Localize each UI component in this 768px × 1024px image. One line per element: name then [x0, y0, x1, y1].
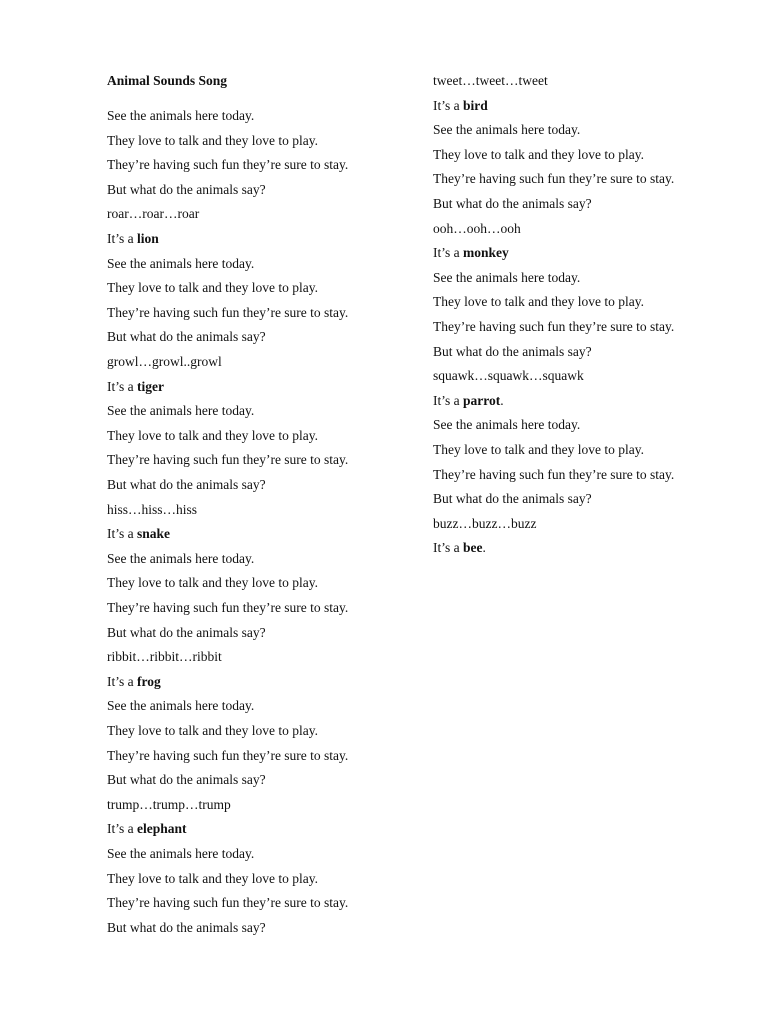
lyric-line [433, 169, 674, 189]
lyric-text: They love to talk and they love to play. [433, 146, 644, 162]
lyric-line [433, 415, 580, 435]
lyric-line [107, 229, 159, 249]
lyric-text: It’s a [433, 245, 463, 261]
lyric-line [433, 145, 644, 165]
lyric-line [107, 770, 266, 790]
lyric-line [433, 538, 486, 558]
lyric-line [433, 391, 504, 411]
lyric-line [107, 819, 187, 839]
lyric-text: But what do the animals say? [433, 491, 592, 507]
lyric-line [107, 155, 348, 175]
lyric-line [433, 219, 521, 239]
lyric-text: But what do the animals say? [107, 477, 266, 492]
lyric-text: They’re having such fun they’re sure to stay. [107, 747, 349, 763]
lyric-line [433, 440, 644, 460]
lyric-line [107, 180, 266, 200]
lyric-line [107, 106, 254, 126]
lyric-text: See the animals here today. [107, 846, 255, 861]
lyric-line [107, 696, 254, 716]
lyric-text: But what do the animals say? [107, 329, 266, 345]
lyric-text: They love to talk and they love to play. [107, 575, 318, 591]
lyric-text: It’s a [107, 673, 137, 689]
lyric-text: See the animals here today. [107, 698, 255, 714]
lyric-line [433, 120, 580, 140]
lyric-line [433, 465, 674, 485]
lyric-text: They’re having such fun they’re sure to stay. [433, 466, 675, 482]
lyric-line [107, 623, 266, 643]
lyric-line [107, 475, 266, 495]
lyric-line [433, 366, 584, 386]
lyric-line [107, 721, 318, 741]
lyric-line [107, 377, 164, 397]
lyric-line [107, 401, 254, 421]
animal-name: snake [137, 526, 171, 542]
animal-name: tiger [137, 378, 164, 394]
lyric-line [107, 500, 197, 520]
lyric-text: ribbit…ribbit…ribbit [107, 649, 222, 665]
lyric-text: It’s a [107, 378, 137, 394]
lyric-line [107, 426, 318, 446]
lyric-text: squawk…squawk…squawk [433, 368, 584, 384]
lyric-line [107, 549, 254, 569]
lyric-line [107, 844, 254, 864]
lyric-line [107, 672, 161, 692]
lyric-text: They’re having such fun they’re sure to stay. [107, 157, 349, 173]
lyric-line [107, 746, 348, 766]
lyric-line [107, 869, 318, 889]
animal-name: frog [137, 673, 161, 689]
lyric-text: They love to talk and they love to play. [433, 294, 644, 310]
lyric-text: tweet…tweet…tweet [433, 73, 548, 88]
lyric-line [107, 352, 222, 372]
animal-name: elephant [137, 821, 187, 837]
lyric-line [433, 268, 580, 288]
lyric-text: See the animals here today. [107, 108, 255, 123]
lyric-line [433, 342, 592, 362]
lyric-line [433, 71, 548, 91]
lyric-text: They’re having such fun they’re sure to stay. [433, 319, 675, 334]
lyric-line [433, 514, 536, 534]
lyric-text: growl…growl..growl [107, 354, 222, 369]
lyric-line [107, 327, 266, 347]
song-title: Animal Sounds Song [107, 73, 228, 88]
lyric-text: But what do the animals say? [433, 343, 592, 359]
animal-name: monkey [463, 245, 509, 261]
animal-name: parrot [463, 392, 501, 408]
lyric-text: They’re having such fun they’re sure to stay. [107, 452, 349, 468]
animal-name: bee [463, 540, 483, 556]
lyric-text: See the animals here today. [433, 122, 581, 138]
lyric-text: ooh…ooh…ooh [433, 220, 521, 236]
lyric-line [433, 489, 592, 509]
lyric-text: But what do the animals say? [107, 624, 266, 640]
lyric-text: They’re having such fun they’re sure to stay. [433, 171, 675, 187]
animal-name: bird [463, 97, 488, 113]
lyric-text: It’s a [107, 526, 137, 542]
lyric-line [107, 131, 318, 151]
lyric-line [107, 254, 254, 274]
lyric-line [433, 317, 674, 337]
lyric-text: They’re having such fun they’re sure to stay. [107, 600, 349, 615]
lyric-text: They love to talk and they love to play. [107, 132, 318, 148]
lyric-text: See the animals here today. [107, 550, 255, 566]
lyric-line [107, 303, 348, 323]
lyric-text: It’s a [433, 97, 463, 113]
lyric-line [433, 243, 509, 263]
lyric-line [433, 96, 488, 116]
lyric-line [433, 292, 644, 312]
lyric-text: It’s a [107, 231, 137, 246]
lyric-line [107, 598, 348, 618]
animal-name: lion [137, 231, 159, 246]
lyric-line [107, 573, 318, 593]
lyric-line [107, 450, 348, 470]
lyric-line [433, 194, 592, 214]
lyric-line [107, 204, 199, 224]
lyric-line [107, 524, 170, 544]
lyric-text: They love to talk and they love to play. [107, 280, 318, 296]
lyric-text: But what do the animals say? [433, 196, 592, 211]
lyric-text: See the animals here today. [433, 417, 581, 433]
lyric-text: They’re having such fun they’re sure to stay. [107, 895, 349, 911]
lyric-text: It’s a [107, 821, 137, 837]
lyric-text: They love to talk and they love to play. [107, 427, 318, 443]
lyric-text: It’s a [433, 392, 463, 408]
lyric-text: buzz…buzz…buzz [433, 515, 537, 531]
lyric-text: But what do the animals say? [107, 772, 266, 788]
lyric-line [107, 278, 318, 298]
lyric-line [107, 647, 222, 667]
lyric-text: They love to talk and they love to play. [107, 723, 318, 738]
lyric-text: They’re having such fun they’re sure to stay. [107, 304, 349, 320]
lyric-text: But what do the animals say? [107, 181, 266, 197]
lyric-line [107, 795, 231, 815]
lyric-text: They love to talk and they love to play. [433, 442, 644, 457]
lyric-text: See the animals here today. [433, 269, 581, 285]
lyric-punctuation: . [500, 392, 504, 408]
lyric-line [107, 918, 266, 938]
lyric-text: hiss…hiss…hiss [107, 501, 198, 517]
lyric-text: See the animals here today. [107, 403, 255, 419]
lyric-text: See the animals here today. [107, 255, 255, 271]
lyric-text: They love to talk and they love to play. [107, 870, 318, 886]
lyric-text: trump…trump…trump [107, 796, 231, 812]
lyric-text: It’s a [433, 540, 463, 556]
lyric-text: roar…roar…roar [107, 206, 200, 222]
lyric-punctuation: . [482, 540, 486, 556]
lyric-text: But what do the animals say? [107, 919, 266, 935]
lyric-line [107, 893, 348, 913]
